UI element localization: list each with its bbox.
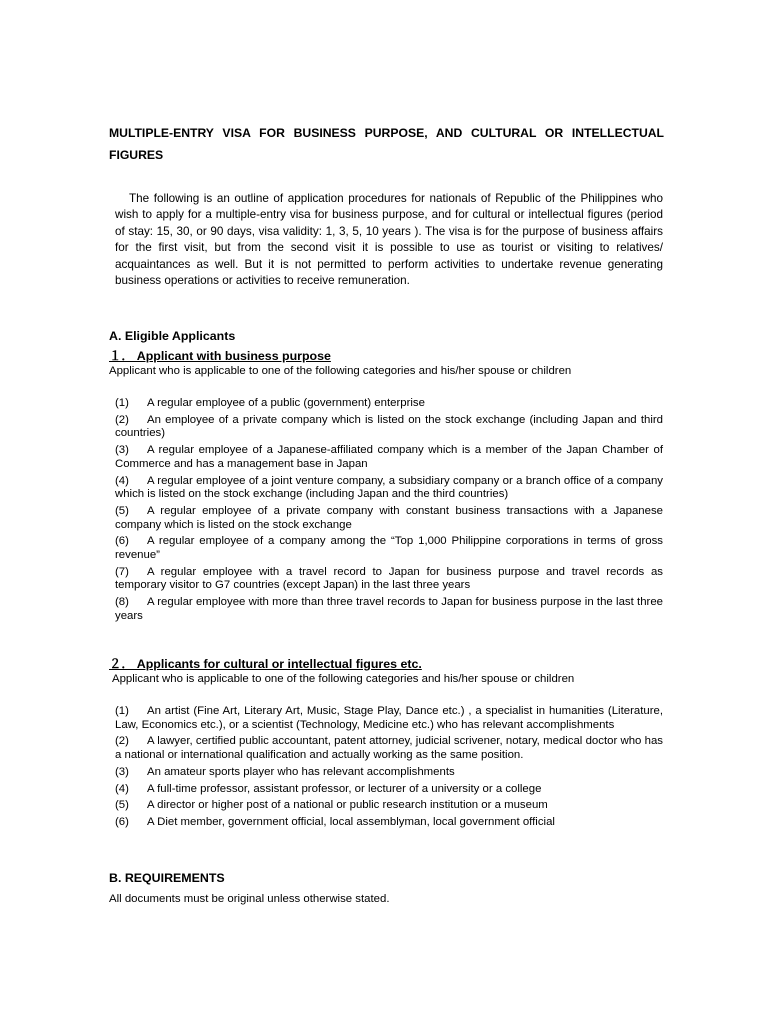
- cultural-criteria-list: [115, 705, 663, 830]
- list-item: [115, 444, 663, 471]
- list-item: [115, 566, 663, 593]
- list-item-text: A lawyer, certified public accountant, patent attorney, judicial scrivener, notary, medical doctor who has a national or international qualification and actually working as the same position.: [115, 735, 663, 761]
- list-item: [115, 414, 663, 441]
- list-item: [115, 799, 663, 813]
- business-criteria-list: [115, 397, 663, 623]
- list-item-text: A regular employee of a Japanese-affiliated company which is a member of the Japan Chamber of Commerce and has a management base in Japan: [115, 444, 663, 470]
- list-item: [115, 475, 663, 502]
- business-applicants-lead: Applicant who is applicable to one of the following categories and his/her spouse or children: [109, 365, 572, 377]
- list-item-number: (6): [115, 535, 129, 548]
- list-item: [115, 505, 663, 532]
- list-item-number: (1): [115, 705, 129, 717]
- list-item-number: (4): [115, 474, 129, 487]
- list-item-text: An employee of a private company which is listed on the stock exchange (including Japan and third countries): [115, 413, 663, 440]
- list-item: [115, 705, 663, 732]
- section-a-heading: A. Eligible Applicants: [109, 329, 236, 343]
- list-item-number: (5): [115, 799, 129, 812]
- list-item-number: (4): [115, 782, 129, 795]
- list-item-number: (2): [115, 413, 129, 426]
- list-item-number: (7): [115, 565, 129, 578]
- list-item-number: (3): [115, 765, 129, 778]
- list-item: [115, 766, 663, 780]
- business-applicants-heading: １． Applicant with business purpose: [109, 349, 331, 363]
- list-item-number: (5): [115, 504, 129, 517]
- list-item-number: (8): [115, 596, 129, 609]
- list-item: [115, 397, 663, 411]
- list-item-text: An artist (Fine Art, Literary Art, Music, Stage Play, Dance etc.) , a specialist in humanities (Literature, Law, Economics etc.), or a scientist (Technology, Medicine etc.) who has relevant accomplishments: [115, 705, 663, 731]
- list-item-text: A Diet member, government official, local assemblyman, local government official: [147, 816, 555, 829]
- list-item-text: An amateur sports player who has relevant accomplishments: [147, 765, 455, 778]
- list-item-number: (3): [115, 444, 129, 457]
- list-item-text: A full-time professor, assistant professor, or lecturer of a university or a college: [147, 782, 542, 795]
- list-item-text: A regular employee with more than three travel records to Japan for business purpose in the last three years: [115, 596, 663, 622]
- list-item: [115, 783, 663, 797]
- list-item: [115, 535, 663, 562]
- section-b-heading: B. REQUIREMENTS: [109, 871, 225, 885]
- intro-paragraph: The following is an outline of application procedures for nationals of Republic of the Philippines who wish to apply for a multiple-entry visa for business purpose, and for cultural or intellectual figures (period of stay: 15, 30, or 90 days, visa validity: 1, 3, 5, 10 years ). The visa is for the purpose of business affairs for the first visit, but from the second visit it is possible to use as tourist or visiting to relatives/ acquaintances as well. But it is not permitted to perform activities to undertake revenue generating business operations or activities to receive remuneration.: [115, 192, 663, 288]
- cultural-applicants-heading: ２． Applicants for cultural or intellectual figures etc.: [109, 657, 422, 671]
- list-item-number: (2): [115, 735, 129, 748]
- list-item-text: A regular employee of a joint venture company, a subsidiary company or a branch office of a company which is listed on the stock exchange (including Japan and the third countries): [115, 474, 663, 501]
- list-item-number: (1): [115, 397, 129, 409]
- list-item-number: (6): [115, 816, 129, 829]
- list-item-text: A regular employee of a public (government) enterprise: [147, 397, 425, 409]
- list-item-text: A regular employee of a company among the “Top 1,000 Philippine corporations in terms of gross revenue”: [115, 535, 663, 561]
- list-item-text: A regular employee with a travel record to Japan for business purpose and travel records as temporary visitor to G7 countries (except Japan) in the last three years: [115, 565, 663, 592]
- list-item: [115, 596, 663, 623]
- cultural-applicants-lead: Applicant who is applicable to one of the following categories and his/her spouse or children: [112, 673, 575, 685]
- list-item: [115, 735, 663, 762]
- list-item-text: A regular employee of a private company with constant business transactions with a Japanese company which is listed on the stock exchange: [115, 504, 663, 531]
- list-item: [115, 816, 663, 830]
- document-title: MULTIPLE-ENTRY VISA FOR BUSINESS PURPOSE, AND CULTURAL OR INTELLECTUAL FIGURES: [109, 126, 664, 162]
- requirements-note: All documents must be original unless otherwise stated.: [109, 893, 390, 905]
- list-item-text: A director or higher post of a national or public research institution or a museum: [147, 799, 548, 812]
